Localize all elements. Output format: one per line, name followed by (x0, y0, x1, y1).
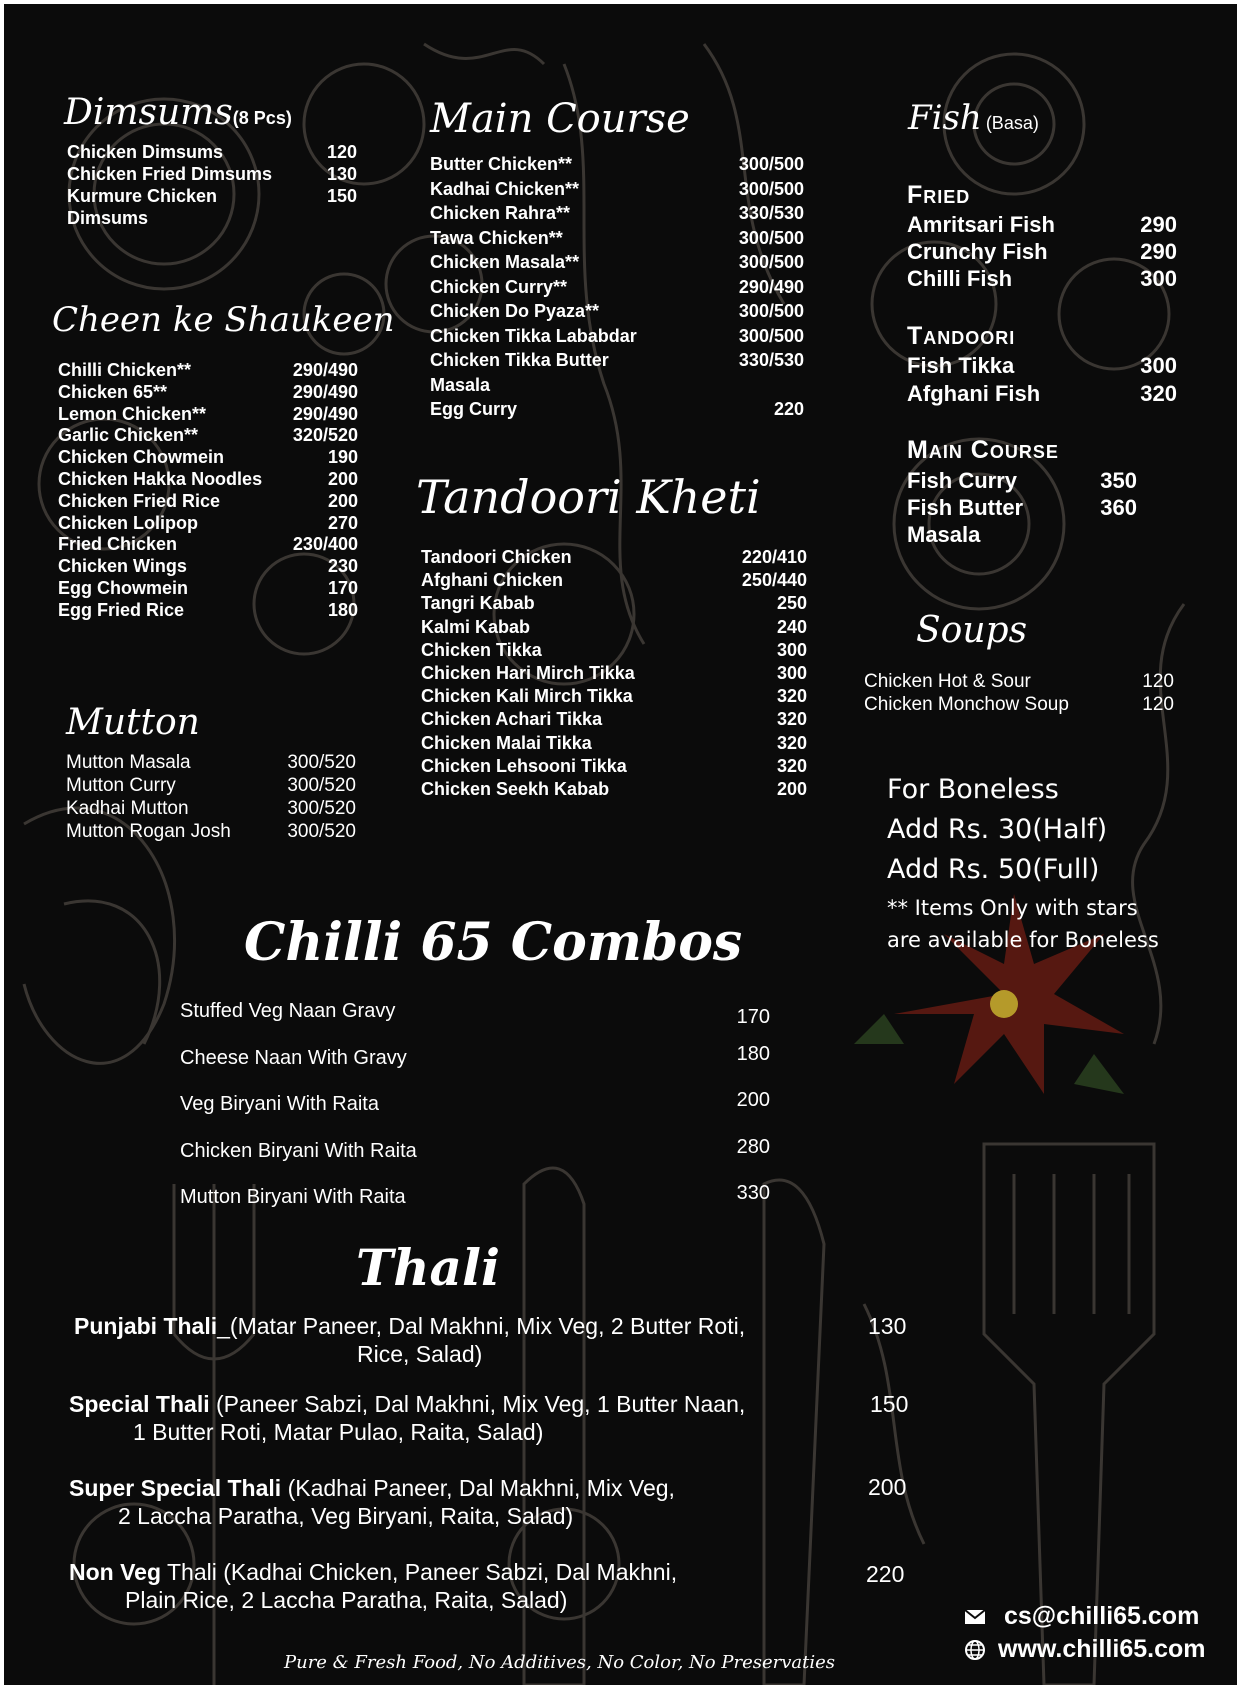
list-item: Chicken Dimsums 120 (67, 142, 357, 162)
list-item: Chicken Fried Dimsums 130 (67, 164, 357, 184)
list-item: Garlic Chicken** 320/520 (58, 425, 358, 446)
dimsums-list (67, 142, 357, 230)
list-item: Chicken Rahra** 330/530 (430, 203, 804, 223)
list-item: Chicken Tikka Butter 330/530 (430, 350, 804, 370)
mutton-list (66, 752, 356, 844)
list-item: Chicken Tikka 300 (421, 639, 807, 660)
list-item: Tandoori Chicken 220/410 (421, 547, 807, 567)
email-link[interactable]: cs@chilli65.com (1004, 1602, 1200, 1630)
fish-tandoori-list (907, 353, 1177, 409)
soups-title: Soups (916, 610, 1028, 651)
list-item: Fish Tikka 300 (907, 353, 1177, 378)
combos-title: Chilli 65 Combos (244, 912, 743, 973)
list-item: Fish Curry 350 (907, 468, 1137, 493)
main-course-list (430, 154, 804, 424)
main-course-title: Main Course (430, 96, 690, 142)
fish-fried-heading: Fried (907, 181, 971, 209)
thali-item-non-veg: Non Veg Thali (Kadhai Chicken, Paneer Sabzi, Dal Makhni, Plain Rice, 2 Laccha Paratha, Raita, Salad) (69, 1559, 678, 1613)
menu-page (4, 4, 1237, 1685)
list-item: Kadhai Chicken** 300/500 (430, 178, 804, 199)
list-item: Tangri Kabab 250 (421, 593, 807, 614)
list-item: Masala (430, 374, 491, 395)
tandoori-title: Tandoori Kheti (416, 470, 761, 524)
list-item: Veg Biryani With Raita 200 (180, 1089, 770, 1115)
list-item: Amritsari Fish 290 (907, 212, 1177, 237)
envelope-icon (964, 1609, 986, 1625)
list-item: Chicken Curry** 290/490 (430, 276, 804, 297)
dimsums-title: Dimsums (64, 92, 233, 133)
thali-title: Thali (356, 1238, 500, 1297)
list-item: Kadhai Mutton 300/520 (66, 798, 356, 819)
list-item: Egg Fried Rice 180 (58, 599, 358, 620)
combos-list (180, 1000, 770, 1233)
fish-note: (Basa) (985, 113, 1039, 133)
list-item: Fish Butter 360 (907, 495, 1137, 520)
list-item: Chicken Masala** 300/500 (430, 252, 804, 272)
list-item: Chicken Fried Rice 200 (58, 490, 358, 511)
list-item: Chicken Malai Tikka 320 (421, 732, 807, 753)
list-item: Afghani Chicken 250/440 (421, 570, 807, 591)
list-item: Chicken Hari Mirch Tikka 300 (421, 662, 807, 683)
list-item: Chicken Hot & Sour 120 (864, 671, 1174, 692)
list-item: Chicken 65** 290/490 (58, 381, 358, 402)
list-item: Egg Chowmein 170 (58, 577, 358, 598)
list-item: Kalmi Kabab 240 (421, 616, 807, 637)
list-item: Masala (907, 522, 981, 547)
boneless-note: For Boneless Add Rs. 30(Half) Add Rs. 50(Full) ** Items Only with stars are available for Boneless (887, 774, 1159, 952)
list-item: Kurmure Chicken 150 (67, 186, 357, 206)
thali-item-super-special: Super Special Thali (Kadhai Paneer, Dal Makhni, Mix Veg, 2 Laccha Paratha, Veg Biryani, Raita, Salad) (69, 1475, 675, 1529)
website-contact[interactable] (964, 1635, 1205, 1664)
list-item: Egg Curry 220 (430, 399, 804, 419)
list-item: Butter Chicken** 300/500 (430, 154, 804, 174)
thali-item-punjabi: Punjabi Thali_(Matar Paneer, Dal Makhni, Mix Veg, 2 Butter Roti, Rice, Salad) (74, 1313, 746, 1367)
list-item: Chicken Tikka Lababdar 300/500 (430, 325, 804, 346)
fish-main-course-heading: Main Course (907, 436, 1059, 464)
list-item: Chilli Chicken** 290/490 (58, 360, 358, 380)
dimsums-note: (8 Pcs) (232, 108, 292, 128)
list-item: Chicken Biryani With Raita 280 (180, 1135, 770, 1162)
list-item: Chicken Lolipop 270 (58, 512, 358, 533)
list-item: Chicken Monchow Soup 120 (864, 694, 1174, 715)
list-item: Chicken Kali Mirch Tikka 320 (421, 686, 807, 707)
list-item: Chicken Lehsooni Tikka 320 (421, 755, 807, 776)
thali-price: 200 (868, 1474, 907, 1500)
list-item: Mutton Rogan Josh 300/520 (66, 821, 356, 842)
list-item: Chilli Fish 300 (907, 266, 1177, 291)
list-item: Dimsums (67, 208, 149, 228)
thali-item-special: Special Thali (Paneer Sabzi, Dal Makhni, Mix Veg, 1 Butter Naan, 1 Butter Roti, Matar Pulao, Raita, Salad) (69, 1391, 746, 1445)
list-item: Cheese Naan With Gravy 180 (180, 1042, 770, 1069)
thali-price: 130 (868, 1313, 907, 1339)
list-item: Tawa Chicken** 300/500 (430, 227, 804, 248)
fish-main-course-list (907, 468, 1137, 549)
list-item: Chicken Chowmein 190 (58, 447, 358, 468)
list-item: Mutton Curry 300/520 (66, 775, 356, 796)
globe-icon (964, 1639, 986, 1661)
list-item: Chicken Do Pyaza** 300/500 (430, 301, 804, 321)
dimsums-heading (64, 92, 292, 133)
list-item: Fried Chicken 230/400 (58, 534, 358, 555)
list-item: Chicken Hakka Noodles 200 (58, 468, 358, 489)
list-item: Mutton Biryani With Raita 330 (180, 1182, 770, 1208)
cheen-list (58, 360, 358, 622)
fish-heading (908, 98, 1039, 138)
cheen-title: Cheen ke Shaukeen (52, 300, 395, 340)
list-item: Stuffed Veg Naan Gravy 170 (180, 1000, 770, 1028)
fish-fried-list (907, 212, 1177, 293)
list-item: Chicken Achari Tikka 320 (421, 709, 807, 730)
mutton-title: Mutton (66, 702, 200, 743)
tagline: Pure & Fresh Food, No Additives, No Color, No Preservaties (284, 1652, 836, 1673)
fish-title: Fish (908, 98, 982, 138)
soups-list (864, 671, 1174, 717)
list-item: Lemon Chicken** 290/490 (58, 403, 358, 424)
list-item: Afghani Fish 320 (907, 381, 1177, 406)
list-item: Chicken Wings 230 (58, 556, 358, 577)
list-item: Chicken Seekh Kabab 200 (421, 778, 807, 799)
website-link[interactable]: www.chilli65.com (998, 1635, 1206, 1663)
email-contact[interactable] (964, 1602, 1199, 1631)
tandoori-list (421, 547, 807, 802)
thali-price: 150 (870, 1391, 909, 1417)
list-item: Crunchy Fish 290 (907, 239, 1177, 264)
list-item: Mutton Masala 300/520 (66, 752, 356, 773)
fish-tandoori-heading: Tandoori (907, 322, 1016, 350)
thali-price: 220 (866, 1561, 905, 1587)
